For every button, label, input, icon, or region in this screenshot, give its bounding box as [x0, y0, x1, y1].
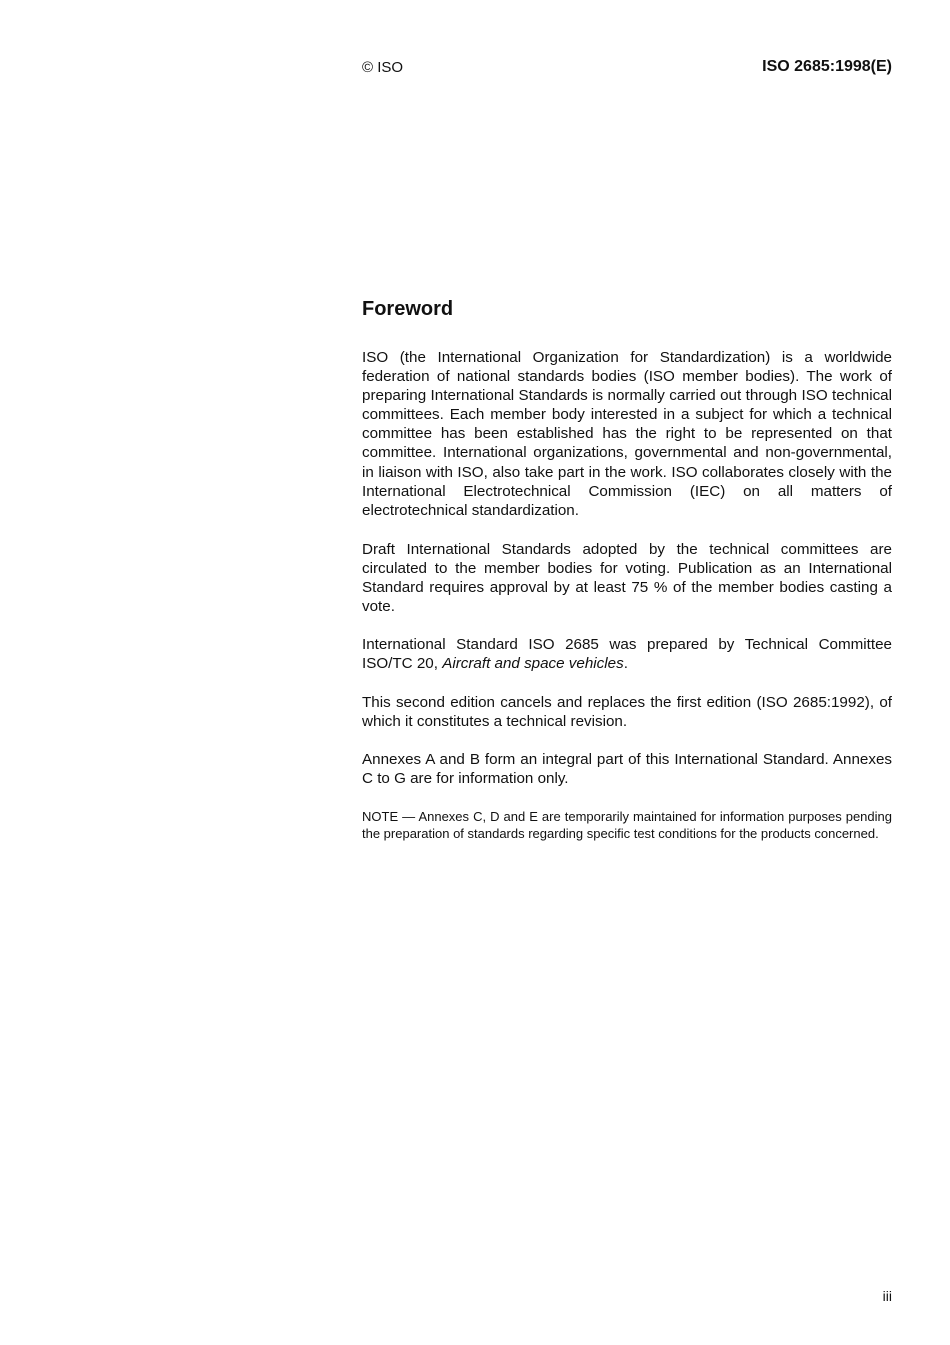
document-id-header: ISO 2685:1998(E): [762, 58, 892, 75]
foreword-paragraph-5: [362, 750, 892, 788]
paragraph-text: International Standard ISO 2685 was prepared by Technical Committee ISO/TC 20,: [362, 636, 892, 673]
note-text: NOTE — Annexes C, D and E are temporarily maintained for information purposes pending the preparation of standards regarding specific test conditions for the products concerned.: [362, 809, 892, 841]
section-title: Foreword: [362, 298, 454, 320]
foreword-paragraph-2: [362, 540, 892, 616]
committee-title: Aircraft and space vehicles: [442, 655, 624, 673]
foreword-note: [362, 808, 892, 842]
paragraph-text: This second edition cancels and replaces the first edition (ISO 2685:1992), of which it constitutes a technical revision.: [362, 694, 892, 731]
foreword-paragraph-4: [362, 693, 892, 731]
paragraph-text: Annexes A and B form an integral part of this International Standard. Annexes C to G are for information only.: [362, 751, 892, 788]
page-number: iii: [882, 1288, 892, 1304]
paragraph-end: .: [623, 655, 628, 673]
foreword-paragraph-1: [362, 348, 892, 520]
paragraph-text: Draft International Standards adopted by the technical committees are circulated to the member bodies for voting. Publication as an International Standard requires approval by at least 75 % of the member bodies casting a vote.: [362, 541, 892, 616]
foreword-paragraph-3: [362, 635, 892, 673]
paragraph-text: ISO (the International Organization for Standardization) is a worldwide federation of national standards bodies (ISO member bodies). The work of preparing International Standards is normally carried out through ISO technical committees. Each member body interested in a subject for which a technical committee has been established has the right to be represented on that committee. International organizations, governmental and non-governmental, in liaison with ISO, also take part in the work. ISO collaborates closely with the International Electrotechnical Commission (IEC) on all matters of electrotechnical standardization.: [362, 349, 892, 519]
copyright-header: © ISO: [362, 59, 404, 76]
